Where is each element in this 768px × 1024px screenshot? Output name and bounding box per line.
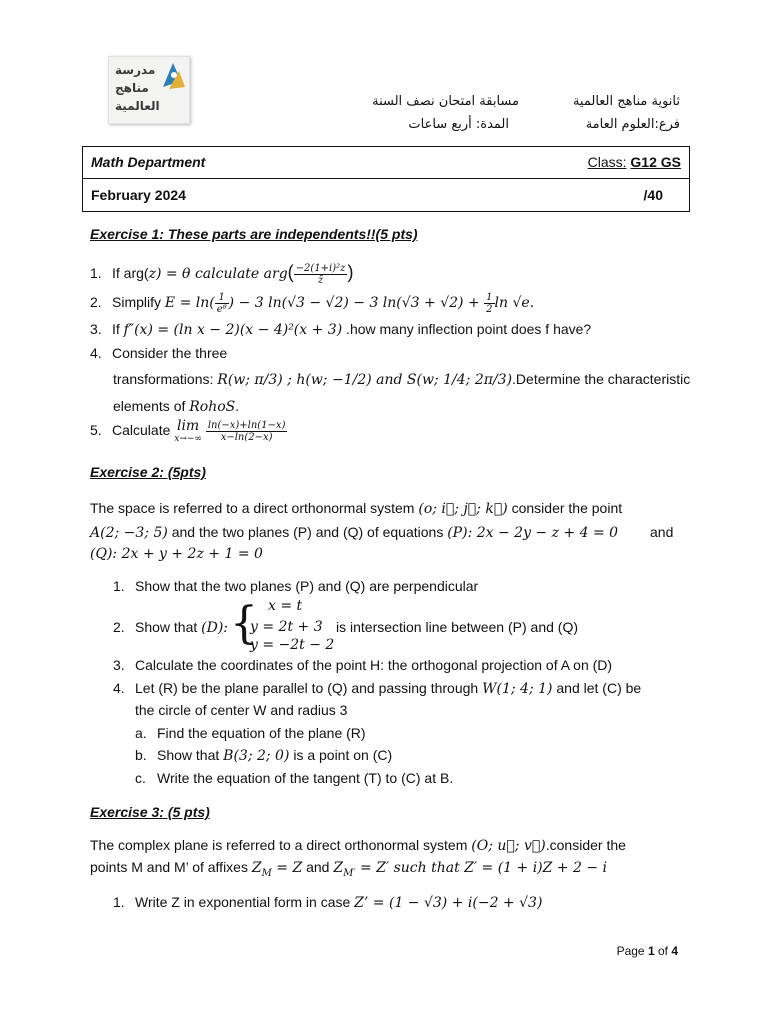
ex1-question-4	[90, 345, 227, 361]
list-letter: c.	[135, 770, 146, 786]
denominator: z̄	[317, 274, 324, 286]
math-fragment: A(2; −3; 5)	[90, 525, 168, 541]
info-row-top	[83, 147, 689, 179]
numerator: 1	[215, 292, 229, 304]
math-fragment: R	[217, 372, 228, 388]
math-fragment: RohoS	[189, 399, 236, 415]
ex2-intro-line1	[90, 500, 622, 517]
numerator: ln(−x)+ln(1−x)	[207, 420, 286, 431]
list-number: 2.	[113, 619, 125, 635]
exam-duration: المدة: أربع ساعات	[408, 117, 509, 132]
list-number: 1.	[113, 894, 125, 910]
math-fragment: Z	[333, 860, 344, 876]
math-fragment: (w; π/3)	[227, 372, 283, 388]
total-pages: 4	[671, 944, 678, 958]
math-subscript: M	[261, 867, 272, 879]
text-fragment: and the two planes (P) and (Q) of equations	[167, 524, 448, 540]
text-fragment: Write the equation of the tangent (T) to (C) at B.	[157, 770, 454, 786]
math-fragment: (P): 2x − 2y − z + 4 = 0	[447, 525, 619, 541]
denominator: 2	[486, 304, 493, 315]
system-line-1: x = t	[268, 598, 303, 614]
logo-text-line1: مدرسة	[115, 63, 156, 77]
text-fragment: Write Z in exponential form in case	[135, 894, 355, 910]
text-fragment: transformations:	[113, 371, 218, 387]
list-number: 4.	[113, 680, 125, 696]
limit-subscript: x→−∞	[174, 434, 202, 444]
class-value: G12 GS	[630, 154, 681, 170]
ex3-question-1	[113, 894, 542, 911]
text-fragment: Show that the two planes (P) and (Q) are perpendicular	[135, 578, 479, 594]
math-subscript: M′	[343, 867, 356, 879]
fraction	[484, 292, 494, 315]
math-fragment: = Z	[271, 860, 303, 876]
ex2-intro-line3: (Q): 2x + y + 2z + 1 = 0	[90, 546, 263, 562]
text-fragment: Show that	[135, 619, 202, 635]
math-fragment: ) − 3 ln(√3 − √2) − 3 ln(√3 + √2) +	[228, 295, 485, 312]
math-fragment: z	[148, 266, 156, 282]
fraction	[206, 420, 288, 443]
list-number: 1.	[113, 578, 125, 594]
math-fragment: ) = θ	[155, 266, 195, 282]
text-fragment: Page	[616, 944, 648, 958]
exam-date: February 2024	[91, 187, 186, 203]
logo-text-line2: مناهج	[115, 81, 149, 95]
math-fragment: B(3; 2; 0)	[223, 748, 290, 764]
math-fragment: f″(x) = (ln x − 2)(x − 4)²(x + 3)	[123, 322, 343, 338]
math-fragment: (w; −1/2)	[305, 372, 372, 388]
ex1-question-4-line2	[113, 371, 690, 388]
ex2-intro-line2	[90, 524, 618, 541]
text-fragment: If	[112, 321, 124, 337]
text-fragment: points M and M’ of affixes	[90, 859, 252, 875]
list-number: 3.	[90, 321, 102, 337]
math-fragment: (o; i⃗; j⃗; k⃗)	[418, 501, 508, 517]
list-number: 3.	[113, 657, 125, 673]
ex2-question-2-tail: is intersection line between (P) and (Q)	[336, 619, 578, 635]
list-number: 4.	[90, 345, 102, 361]
math-fragment: (w; 1/4; 2π/3)	[416, 372, 513, 388]
text-fragment: Calculate the coordinates of the point H: the orthogonal projection of A on (D)	[135, 657, 613, 673]
department-label: Math Department	[91, 154, 206, 170]
text-fragment: .consider the	[545, 837, 626, 853]
list-letter: b.	[135, 747, 147, 763]
class-label: Class:	[587, 154, 627, 170]
exam-info-box	[82, 146, 690, 212]
math-fragment: ; h	[282, 372, 306, 388]
text-fragment: Show that	[157, 747, 224, 763]
exercise3-title: Exercise 3: (5 pts)	[90, 804, 210, 820]
text-fragment: If arg(	[112, 265, 149, 281]
math-fragment: E = ln(	[164, 295, 215, 312]
system-line-2: y = 2t + 3	[250, 619, 323, 635]
ex1-question-5	[90, 420, 287, 446]
text-fragment: .	[235, 398, 240, 414]
text-fragment: elements of	[113, 398, 190, 414]
text-fragment: The complex plane is referred to a direct orthonormal system	[90, 837, 472, 853]
ex2-question-4b	[135, 747, 392, 764]
math-fragment: Z	[251, 860, 262, 876]
ex1-question-4-line3	[113, 398, 239, 415]
limit-label: lim	[176, 418, 200, 434]
list-letter: a.	[135, 725, 147, 741]
text-fragment: Calculate	[112, 422, 175, 439]
current-page: 1	[647, 944, 655, 958]
system-line-3: y = −2t − 2	[250, 637, 335, 653]
math-fragment: = Z′ such that Z′ = (1 + i)Z + 2 − i	[355, 860, 608, 876]
math-fragment: and S	[371, 372, 417, 388]
list-number: 5.	[90, 422, 102, 439]
logo-mark-icon	[159, 61, 185, 91]
exercise1-title: Exercise 1: These parts are independents!!(5 pts)	[90, 226, 418, 242]
math-fragment: arg	[259, 266, 288, 282]
exercise2-title: Exercise 2: (5pts)	[90, 464, 206, 480]
ex2-question-3	[113, 657, 612, 673]
ex2-question-4-line2: the circle of center W and radius 3	[135, 702, 348, 718]
text-fragment: Let (R) be the plane parallel to (Q) and passing through	[135, 680, 483, 696]
page-number	[617, 944, 678, 958]
list-number: 2.	[90, 294, 102, 311]
ex3-intro-line1	[90, 837, 626, 854]
text-fragment: of	[654, 944, 672, 958]
denominator: x−ln(2−x)	[220, 432, 273, 443]
text-fragment: The space is referred to a direct orthonormal system	[90, 500, 419, 516]
school-name: ثانوية مناهج العالمية	[572, 94, 680, 109]
school-logo	[108, 56, 190, 124]
fraction	[215, 292, 229, 315]
branch-label: فرع:العلوم العامة	[585, 117, 680, 132]
total-score: /40	[643, 187, 663, 203]
denominator: e⁸	[216, 304, 227, 315]
ex2-question-2	[113, 619, 228, 636]
text-fragment: and let (C) be	[552, 680, 642, 696]
ex2-question-4c	[135, 770, 453, 786]
ex2-question-1	[113, 578, 478, 594]
text-fragment: and	[302, 859, 334, 875]
text-fragment: is a point on (C)	[289, 747, 393, 763]
math-fragment: (D):	[201, 620, 229, 636]
math-fragment: Z’ = (1 − √3) + i(−2 + √3)	[354, 895, 543, 911]
ex1-question-3	[90, 321, 591, 338]
class-field	[588, 154, 681, 170]
exam-title: مسابقة امتحان نصف السنة	[372, 94, 519, 109]
limit-operator	[174, 420, 202, 446]
ex3-intro-line2	[90, 859, 607, 879]
math-fragment: ln √e.	[494, 295, 535, 312]
text-fragment: Consider the three	[112, 345, 228, 361]
fraction	[294, 263, 348, 286]
text-fragment: .Determine the characteristic	[512, 371, 691, 387]
text-fragment: consider the point	[507, 500, 623, 516]
ex2-question-4a	[135, 725, 366, 741]
math-fragment: calculate	[194, 266, 260, 282]
math-fragment: (O; u⃗; v⃗)	[471, 838, 546, 854]
list-number: 1.	[90, 265, 102, 281]
ex1-question-1: 1. If arg(z) = θ calculate arg( $\frac{\text{−2(1+i)²z}}{z̄}$ )	[90, 262, 354, 286]
text-fragment: Simplify	[112, 294, 165, 311]
system-brace: {	[230, 598, 258, 649]
numerator: 1	[486, 292, 493, 303]
math-fragment: W(1; 4; 1)	[482, 681, 553, 697]
ex2-question-4	[113, 680, 641, 697]
ex2-intro-and: and	[650, 524, 674, 540]
text-fragment: Find the equation of the plane (R)	[157, 725, 366, 741]
numerator: −2(1+i)²z	[295, 262, 346, 274]
logo-text-line3: العالمية	[115, 99, 160, 113]
text-fragment: .how many inflection point does f have?	[342, 321, 592, 337]
ex1-question-2	[90, 292, 534, 315]
